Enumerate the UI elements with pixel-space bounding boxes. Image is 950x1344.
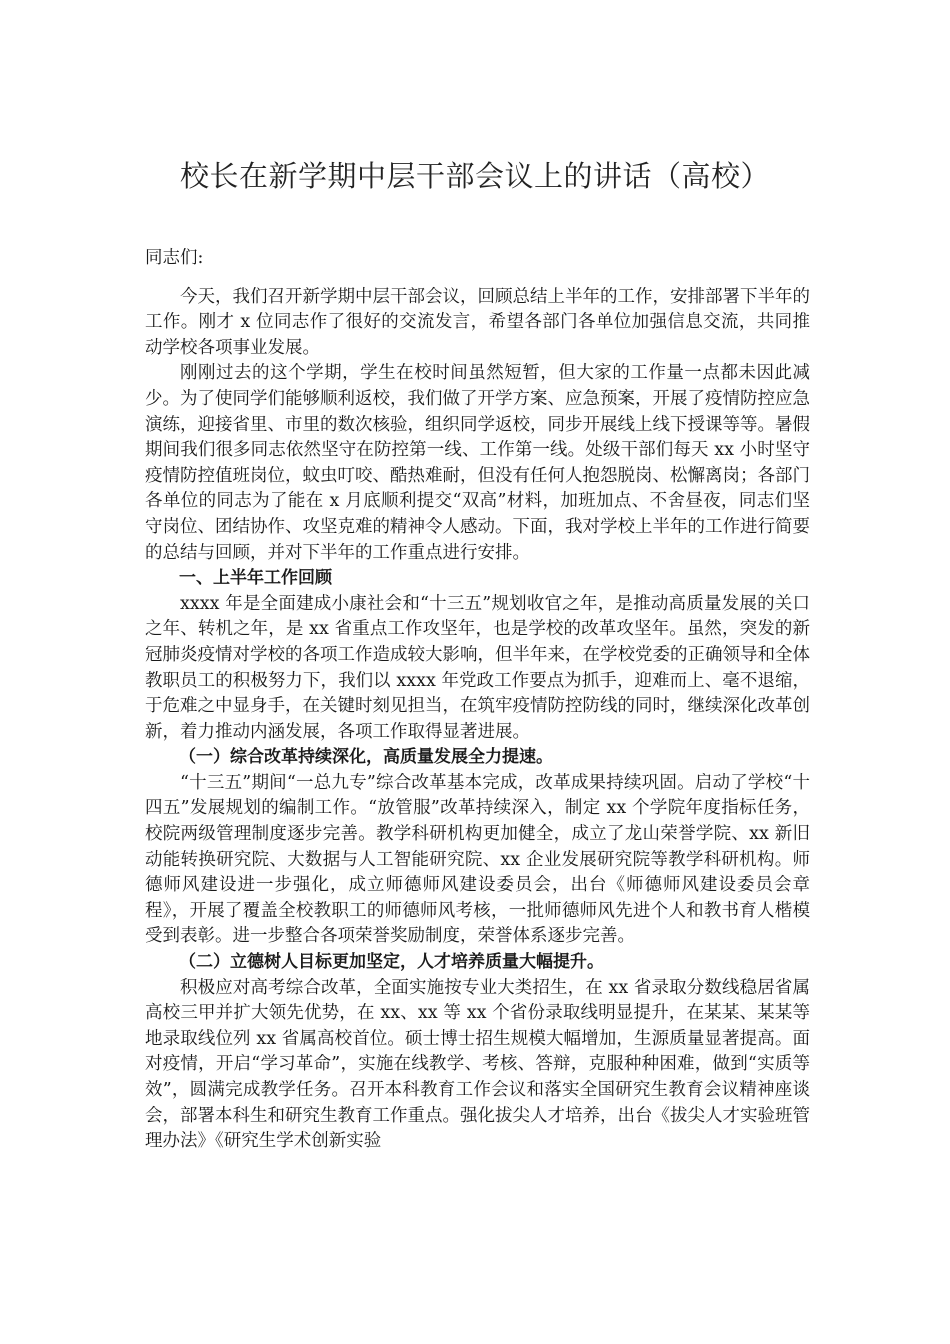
paragraph: 积极应对高考综合改革，全面实施按专业大类招生，在 xx 省录取分数线稳居省属高校三甲并扩大领先优势，在 xx、xx 等 xx 个省份录取线明显提升，在某某、某某等地录取线位列 xx 省属高校首位。硕士博士招生规模大幅增加，生源质量显著提高。面对疫情，开启“学习革命”，实施在线教学、考核、答辩，克服种种困难，做到“实质等效”，圆满完成教学任务。召开本科教育工作会议和落实全国研究生教育会议精神座谈会，部署本科生和研究生教育工作重点。强化拔尖人才培养，出台《拔尖人才实验班管理办法》《研究生学术创新实验 <box>145 977 810 1152</box>
paragraph: 刚刚过去的这个学期，学生在校时间虽然短暂，但大家的工作量一点都未因此减少。为了使同学们能够顺利返校，我们做了开学方案、应急预案，开展了疫情防控应急演练，迎接省里、市里的数次核验，组织同学返校，同步开展线上线下授课等等。暑假期间我们很多同志依然坚守在防控第一线、工作第一线。处级干部们每天 xx 小时坚守疫情防控值班岗位，蚊虫叮咬、酷热难耐，但没有任何人抱怨脱岗、松懈离岗；各部门各单位的同志为了能在 x 月底顺利提交“双高”材料，加班加点、不舍昼夜，同志们坚守岗位、团结协作、攻坚克难的精神令人感动。下面，我对学校上半年的工作进行简要的总结与回顾，并对下半年的工作重点进行安排。 <box>145 363 810 563</box>
salutation: 同志们: <box>145 248 204 268</box>
subsection-heading: （二）立德树人目标更加坚定，人才培养质量大幅提升。 <box>179 952 604 973</box>
subsection-heading: （一）综合改革持续深化，高质量发展全力提速。 <box>179 747 553 768</box>
document-body <box>145 246 810 1155</box>
document-title: 校长在新学期中层干部会议上的讲话（高校） <box>179 159 770 193</box>
paragraph: 今天，我们召开新学期中层干部会议，回顾总结上半年的工作，安排部署下半年的工作。刚才 x 位同志作了很好的交流发言，希望各部门各单位加强信息交流，共同推动学校各项事业发展。 <box>145 286 810 358</box>
paragraph: xxxx 年是全面建成小康社会和“十三五”规划收官之年，是推动高质量发展的关口之年、转机之年，是 xx 省重点工作攻坚年，也是学校的改革攻坚年。虽然，突发的新冠肺炎疫情对学校的各项工作造成较大影响，但半年来，在学校党委的正确领导和全体教职员工的积极努力下，我们以 xxxx 年党政工作要点为抓手，迎难而上、毫不退缩，于危难之中显身手，在关键时刻见担当，在筑牢疫情防控防线的同时，继续深化改革创新，着力推动内涵发展，各项工作取得显著进展。 <box>145 593 810 742</box>
section-heading: 一、上半年工作回顾 <box>179 568 332 589</box>
paragraph: “十三五”期间“一总九专”综合改革基本完成，改革成果持续巩固。启动了学校“十四五”发展规划的编制工作。“放管服”改革持续深入，制定 xx 个学院年度指标任务，校院两级管理制度逐步完善。教学科研机构更加健全，成立了龙山荣誉学院、xx 新旧动能转换研究院、大数据与人工智能研究院、xx 企业发展研究院等教学科研机构。师德师风建设进一步强化，成立师德师风建设委员会，出台《师德师风建设委员会章程》，开展了覆盖全校教职工的师德师风考核，一批师德师风先进个人和教书育人楷模受到表彰。进一步整合各项荣誉奖励制度，荣誉体系逐步完善。 <box>145 772 810 947</box>
